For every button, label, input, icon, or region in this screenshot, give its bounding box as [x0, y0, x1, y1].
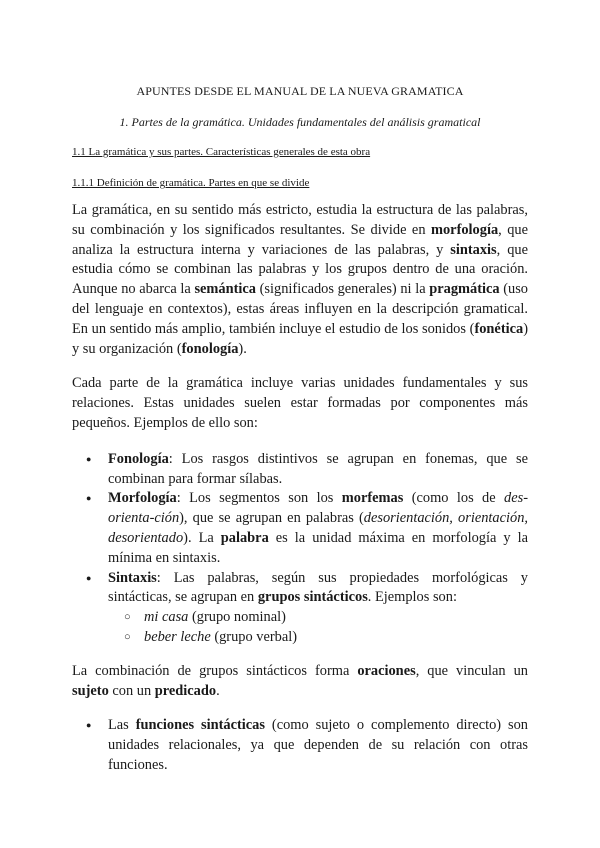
document-title: APUNTES DESDE EL MANUAL DE LA NUEVA GRAMATICA: [136, 84, 464, 98]
text-span: (significados generales) ni la: [255, 281, 430, 298]
example-segments: des-orienta-ción: [108, 490, 528, 527]
paragraph-oraciones: [72, 662, 528, 702]
text-span: : Los segmentos son los: [176, 490, 342, 507]
text-span: (grupo verbal): [210, 628, 298, 645]
term-funciones-sintacticas: funciones sintácticas: [135, 717, 265, 734]
paragraph-definition: [72, 201, 528, 359]
text-span: La combinación de grupos sintácticos forma: [72, 662, 358, 679]
term-semantica: semántica: [194, 281, 256, 298]
section-heading-1-1-1: 1.1.1 Definición de gramática. Partes en que se divide: [72, 177, 310, 189]
example-phrase: beber leche: [144, 628, 211, 645]
text-span: ), que se agrupan en palabras (: [179, 510, 364, 527]
text-span: La gramática, en su sentido más estricto, estudia la estructura de las palabras, su combinación y los significados resultantes. Se divide en: [72, 202, 528, 238]
list-item-funciones: [72, 716, 528, 775]
example-words: desorientación, orientación, desorientado: [108, 510, 528, 546]
term-palabra: palabra: [220, 529, 269, 546]
term-pragmatica: pragmática: [429, 281, 500, 298]
text-span: ) y su organización (: [72, 320, 528, 357]
text-span: : Las palabras, según sus propiedades morfológicas y sintácticas, se agrupan en: [108, 569, 528, 606]
sublist-item: [108, 628, 528, 648]
text-span: , que analiza la estructura interna y variaciones de las palabras, y: [72, 221, 528, 258]
text-span: (uso del lenguaje en contextos), estas áreas influyen en la descripción gramatical. En un sentido más amplio, también incluye el estudio de los sonidos (: [72, 281, 529, 337]
list-item-label: Fonología: [108, 450, 169, 467]
text-span: . Ejemplos son:: [367, 589, 457, 606]
chapter-subtitle: 1. Partes de la gramática. Unidades fundamentales del análisis gramatical: [119, 115, 481, 129]
functions-list: [72, 716, 528, 775]
term-oraciones: oraciones: [357, 662, 416, 679]
text-span: Las: [108, 717, 136, 734]
list-item-label: Sintaxis: [108, 569, 157, 586]
text-span: (grupo nominal): [188, 609, 286, 626]
term-grupos-sintacticos: grupos sintácticos: [257, 589, 368, 606]
text-span: con un: [108, 682, 155, 699]
text-span: ). La: [183, 529, 221, 546]
sublist-item: [108, 608, 528, 628]
term-fonologia: fonología: [181, 340, 239, 357]
term-morfemas: morfemas: [341, 490, 404, 507]
text-span: (como sujeto o complemento directo) son unidades relacionales, ya que dependen de su relación con otras funciones.: [108, 717, 528, 773]
term-predicado: predicado: [154, 682, 217, 699]
text-span: , que vinculan un: [415, 662, 528, 679]
list-item-morfologia: [72, 489, 528, 568]
term-sintaxis: sintaxis: [450, 241, 497, 258]
term-sujeto: sujeto: [72, 682, 109, 699]
list-item-label: Morfología: [108, 490, 177, 507]
text-span: ).: [238, 340, 247, 357]
text-span: (como los de: [403, 490, 505, 507]
text-span: , que estudia cómo se combinan las palabras y los grupos dentro de una oración. Aunque no abarca la: [72, 241, 528, 298]
term-morfologia: morfología: [431, 221, 499, 238]
text-span: .: [216, 682, 220, 699]
text-span: : Los rasgos distintivos se agrupan en fonemas, que se combinan para formar sílabas.: [108, 450, 528, 487]
example-phrase: mi casa: [144, 609, 189, 626]
paragraph-units: Cada parte de la gramática incluye varias unidades fundamentales y sus relaciones. Estas unidades suelen estar formadas por componentes más pequeños. Ejemplos de ello son:: [72, 375, 528, 431]
term-fonetica: fonética: [474, 320, 524, 337]
list-item-fonologia: [72, 450, 528, 490]
section-heading-1-1: 1.1 La gramática y sus partes. Características generales de esta obra: [72, 146, 371, 158]
units-list: [72, 450, 528, 648]
examples-sublist: [108, 608, 528, 648]
body-content: [72, 201, 528, 776]
text-span: es la unidad máxima en morfología y la mínima en sintaxis.: [108, 529, 528, 566]
list-item-sintaxis: [72, 569, 528, 648]
